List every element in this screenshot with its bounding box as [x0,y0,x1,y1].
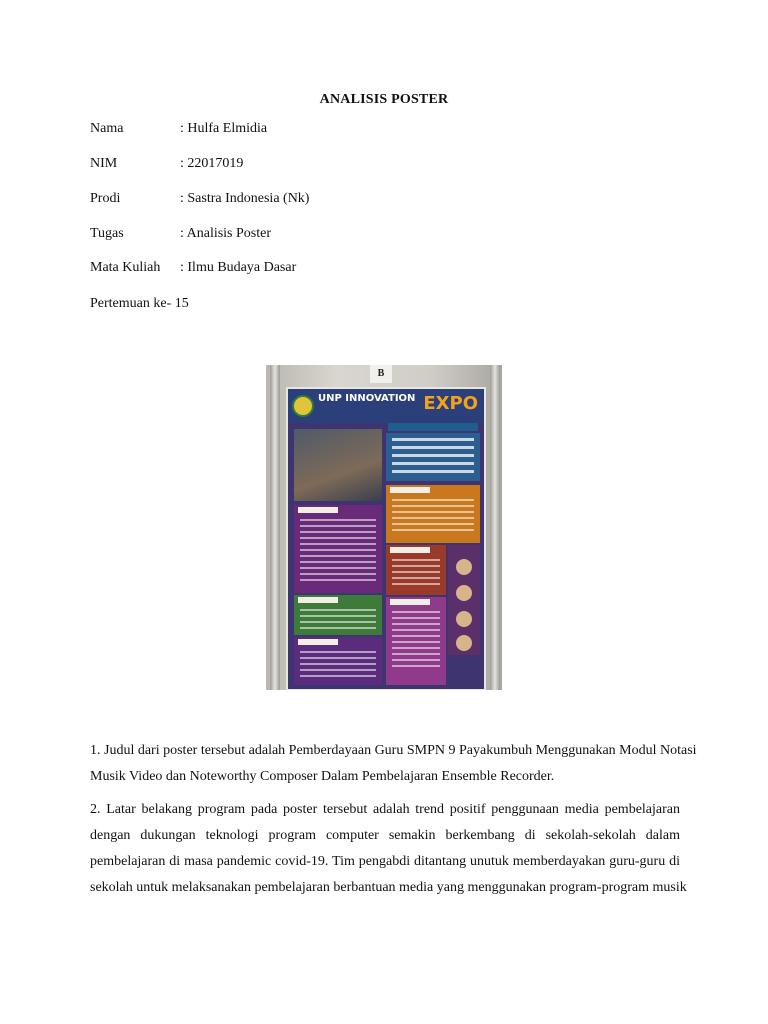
poster-photo [266,365,502,690]
field-label: Nama [90,121,124,136]
paragraph-title-analysis [90,738,697,790]
document-title: ANALISIS POSTER [319,92,449,107]
field-value: : 22017019 [180,156,244,171]
meeting-number: Pertemuan ke- 15 [90,296,189,311]
poster-background-block [386,485,480,543]
field-label: Tugas [90,226,124,241]
paragraph-line: 2. Latar belakang program pada poster tersebut adalah trend positif penggunaan media pembelajaran [90,802,680,817]
paragraph-background-analysis [90,797,687,901]
expo-poster [286,387,486,690]
university-logo-icon [292,395,314,417]
field-label: Prodi [90,191,121,206]
paragraph-line: 1. Judul dari poster tersebut adalah Pemberdayaan Guru SMPN 9 Payakumbuh Menggunakan Modul Notasi [90,743,697,758]
poster-conclusion-block [386,597,446,685]
poster-objectives-block [294,505,382,593]
paragraph-line: sekolah untuk melaksanakan pembelajaran berbantuan media yang menggunakan program-program musik [90,880,687,895]
poster-team-block [448,545,480,655]
poster-photo-image [294,429,382,501]
booth-tag: B [370,365,392,383]
field-value: : Sastra Indonesia (Nk) [180,191,310,206]
poster-title-box [386,433,480,481]
paragraph-line: pembelajaran di masa pandemic covid-19. Tim pengabdi ditantang unutuk memberdayakan guru-guru di [90,854,680,869]
poster-header-text: UNP INNOVATION [318,393,416,404]
paragraph-line: dengan dukungan teknologi program computer semakin berkembang di sekolah-sekolah dalam [90,828,680,843]
field-value: : Ilmu Budaya Dasar [180,260,297,275]
field-value: : Analisis Poster [180,226,272,241]
poster-header [288,389,484,423]
poster-expo-text: EXPO [423,393,478,414]
display-pole [490,365,500,690]
field-label: Mata Kuliah [90,260,161,275]
paragraph-line: Musik Video dan Noteworthy Composer Dalam Pembelajaran Ensemble Recorder. [90,769,555,784]
poster-results-block [386,545,446,595]
display-pole [270,365,280,690]
field-label: NIM [90,156,118,171]
poster-material-block [294,595,382,635]
field-value: : Hulfa Elmidia [180,121,268,136]
poster-acknowledgement-block [294,637,382,685]
poster-date-strip [388,423,478,431]
